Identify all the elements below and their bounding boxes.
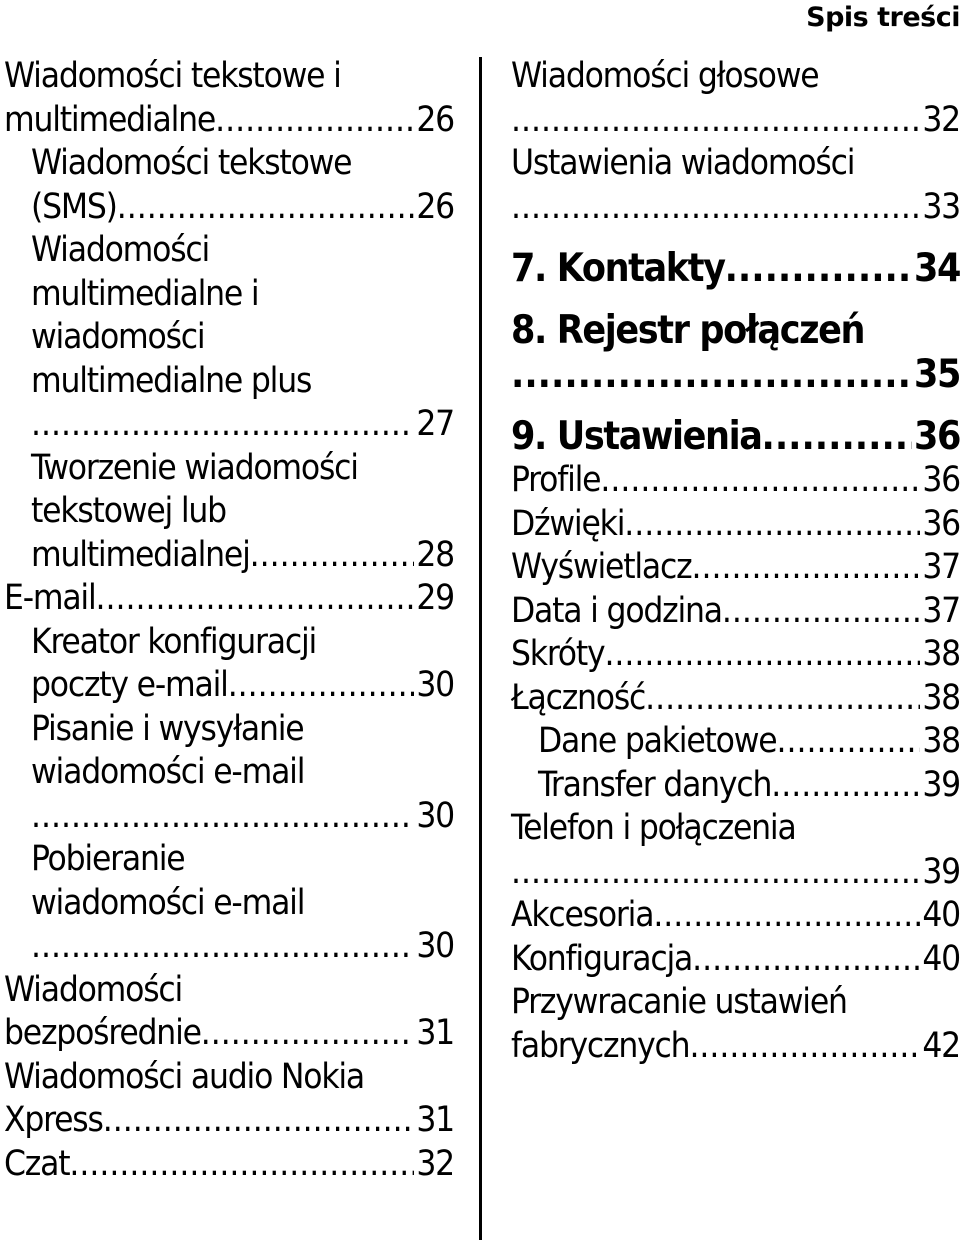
entry-label: Konfiguracja	[511, 938, 693, 979]
toc-left-column	[4, 55, 454, 1186]
page-number: 34	[913, 246, 960, 291]
toc-entry[interactable]	[511, 546, 960, 590]
entry-label: Dźwięki	[511, 503, 625, 544]
dot-leader	[691, 546, 920, 590]
toc-entry-phone-and-calls-page[interactable]	[511, 851, 960, 895]
dot-leader	[117, 186, 415, 230]
page-number: 26	[416, 99, 454, 140]
dot-leader	[776, 720, 920, 764]
toc-entry-line[interactable]: Pisanie i wysyłanie	[31, 708, 304, 749]
dot-leader	[511, 353, 912, 397]
entry-label: Skróty	[511, 634, 605, 674]
toc-entry[interactable]	[511, 677, 960, 721]
toc-entry-phone-and-calls[interactable]: Telefon i połączenia	[511, 808, 796, 848]
toc-entry[interactable]	[4, 1012, 454, 1056]
toc-right-column	[511, 55, 960, 1068]
dot-leader	[511, 99, 920, 143]
settings-subentries-2	[511, 894, 960, 981]
dot-leader	[201, 1012, 415, 1056]
entry-label: Dane pakietowe	[538, 721, 777, 761]
page-number: 33	[922, 186, 960, 227]
entry-label: (SMS)	[31, 186, 117, 227]
page-number: 31	[416, 1100, 454, 1140]
toc-entry-line[interactable]: Pobieranie	[31, 839, 185, 879]
dot-leader	[653, 894, 920, 938]
toc-entry-voice-messages-page[interactable]	[511, 99, 960, 143]
toc-entry-message-settings-page[interactable]	[511, 186, 960, 230]
page-number: 40	[922, 938, 960, 979]
entry-label: Akcesoria	[511, 895, 654, 935]
toc-entry[interactable]	[511, 590, 960, 634]
toc-chapter-8-call-log-page[interactable]	[511, 353, 960, 397]
dot-leader	[250, 534, 415, 578]
toc-chapter-7-contacts[interactable]	[511, 247, 960, 291]
page-number: 29	[416, 578, 454, 618]
dot-leader	[96, 577, 415, 621]
toc-entry[interactable]	[511, 720, 960, 764]
toc-entry-line[interactable]: multimedialne plus	[31, 360, 312, 401]
dot-leader	[771, 764, 920, 808]
entry-label: poczty e-mail	[31, 665, 228, 705]
entry-label: multimedialne	[4, 99, 216, 140]
entry-label: Czat	[4, 1143, 70, 1184]
page-number: 42	[922, 1025, 960, 1066]
entry-label: Xpress	[4, 1100, 103, 1140]
page-header-title: Spis treści	[806, 2, 960, 33]
entry-label: Transfer danych	[538, 764, 772, 805]
entry-label: Łączność	[511, 677, 646, 718]
page-number: 27	[416, 404, 454, 444]
toc-entry-line[interactable]: Wiadomości tekstowe	[31, 143, 352, 183]
page-number: 30	[416, 665, 454, 705]
page-number: 37	[922, 547, 960, 587]
entry-label: bezpośrednie	[4, 1013, 201, 1053]
toc-entry[interactable]	[4, 577, 454, 621]
toc-entry[interactable]	[4, 664, 454, 708]
toc-entry-message-settings[interactable]: Ustawienia wiadomości	[511, 143, 855, 183]
toc-entry-line[interactable]: Kreator konfiguracji	[31, 621, 317, 662]
toc-entry[interactable]	[4, 1143, 454, 1187]
toc-entry-line[interactable]: wiadomości e-mail	[31, 882, 305, 923]
page-number: 40	[922, 895, 960, 935]
dot-leader	[645, 677, 920, 721]
toc-entry[interactable]	[4, 186, 454, 230]
page-number: 30	[416, 795, 454, 836]
page-number: 39	[922, 764, 960, 805]
page-number: 38	[922, 721, 960, 761]
dot-leader	[69, 1143, 414, 1187]
toc-entry-line[interactable]: Wiadomości	[31, 230, 210, 270]
entry-label: fabrycznych	[511, 1025, 690, 1066]
page-number: 36	[913, 414, 960, 459]
page-number: 38	[922, 634, 960, 674]
toc-entry-line[interactable]: wiadomości	[31, 317, 205, 357]
page-number: 26	[416, 186, 454, 227]
dot-leader	[761, 415, 911, 459]
page-number: 32	[922, 99, 960, 140]
toc-entry[interactable]	[4, 99, 454, 143]
toc-entry-line[interactable]: tekstowej lub	[31, 491, 226, 531]
page-number: 32	[416, 1143, 454, 1184]
dot-leader	[604, 633, 920, 677]
dot-leader	[511, 851, 920, 895]
dot-leader	[722, 590, 920, 634]
toc-entry-line[interactable]: wiadomości e-mail	[31, 752, 305, 792]
toc-entry[interactable]	[511, 894, 960, 938]
toc-entry[interactable]	[4, 925, 454, 969]
toc-entry[interactable]	[4, 1099, 454, 1143]
toc-entry[interactable]	[4, 403, 454, 447]
toc-entry-line[interactable]: Tworzenie wiadomości	[31, 447, 358, 488]
toc-entry-line[interactable]: Wiadomości audio Nokia	[4, 1056, 365, 1097]
page-number: 30	[416, 926, 454, 966]
toc-entry-restore-factory-settings-page[interactable]	[511, 1025, 960, 1069]
toc-entry[interactable]	[511, 764, 960, 808]
dot-leader	[103, 1099, 415, 1143]
toc-entry[interactable]	[4, 795, 454, 839]
column-divider	[479, 57, 482, 1240]
dot-leader	[692, 938, 920, 982]
toc-entry[interactable]	[511, 503, 960, 547]
toc-entry[interactable]	[511, 459, 960, 503]
page-number: 31	[416, 1013, 454, 1053]
page-number: 36	[922, 503, 960, 544]
toc-chapter-9-settings[interactable]	[511, 415, 960, 459]
page-number: 28	[416, 534, 454, 575]
page-number: 36	[922, 460, 960, 500]
entry-label: E-mail	[4, 578, 96, 618]
dot-leader	[624, 503, 920, 547]
dot-leader	[228, 664, 415, 708]
page-number: 39	[922, 851, 960, 892]
toc-entry[interactable]	[511, 938, 960, 982]
dot-leader	[511, 186, 920, 230]
toc-chapter-8-call-log[interactable]: 8. Rejestr połączeń	[511, 308, 865, 353]
dot-leader	[31, 795, 414, 839]
chapter-label: 7. Kontakty	[511, 246, 725, 291]
dot-leader	[689, 1025, 920, 1069]
toc-entry-line[interactable]: Wiadomości tekstowe i	[4, 56, 341, 96]
dot-leader	[215, 99, 414, 143]
dot-leader	[31, 925, 414, 969]
settings-subentries	[511, 459, 960, 807]
toc-entry-restore-factory-settings[interactable]: Przywracanie ustawień	[511, 982, 847, 1022]
dot-leader	[600, 459, 920, 503]
toc-entry-line[interactable]: multimedialne i	[31, 273, 259, 314]
entry-label: Profile	[511, 460, 601, 500]
toc-entry-voice-messages[interactable]: Wiadomości głosowe	[511, 56, 819, 96]
toc-entry[interactable]	[511, 633, 960, 677]
toc-entry-line[interactable]: Wiadomości	[4, 969, 183, 1010]
dot-leader	[31, 403, 414, 447]
page-number: 38	[922, 677, 960, 718]
page-number: 35	[913, 352, 960, 397]
dot-leader	[725, 247, 912, 291]
toc-entry[interactable]	[4, 534, 454, 578]
page-number: 37	[922, 590, 960, 631]
chapter-label: 9. Ustawienia	[511, 414, 762, 459]
entry-label: Wyświetlacz	[511, 547, 692, 587]
entry-label: multimedialnej	[31, 534, 250, 575]
entry-label: Data i godzina	[511, 590, 722, 631]
